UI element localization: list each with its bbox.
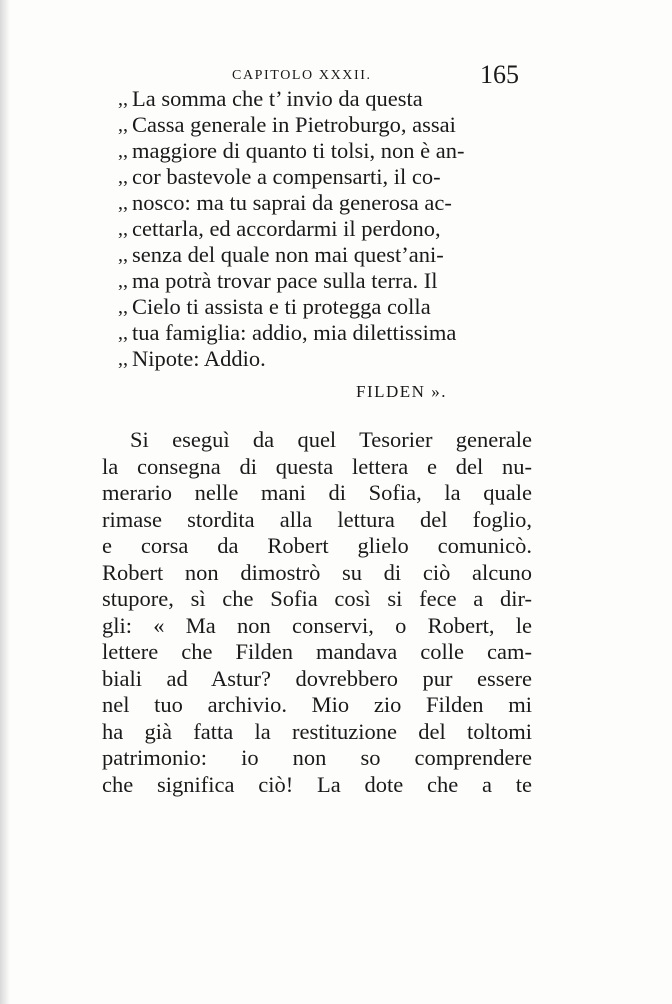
letter-line <box>102 320 542 346</box>
quote-mark: ,, <box>118 322 128 344</box>
letter-line <box>102 294 542 320</box>
body-line: patrimonio: io non so comprendere <box>102 745 532 770</box>
body-line: ha già fatta la restituzione del toltomi <box>102 718 532 744</box>
body-line: gli: « Ma non conservi, o Robert, le <box>102 612 532 638</box>
letter-line-text: ma potrà trovar pace sulla terra. Il <box>132 268 438 293</box>
body-line: lettere che Filden mandava colle cam- <box>102 639 532 664</box>
body-line: Si eseguì da quel Tesorier generale <box>130 427 532 452</box>
letter-line-text: senza del quale non mai quest’ani- <box>132 242 444 267</box>
body-line: la consegna di questa lettera e del nu- <box>102 453 532 479</box>
body-line: rimase stordita alla lettura del foglio, <box>102 506 532 532</box>
quote-mark: ,, <box>118 166 128 188</box>
quote-mark: ,, <box>118 192 128 214</box>
letter-line-text: Cassa generale in Pietroburgo, assai <box>132 112 456 137</box>
quote-mark: ,, <box>118 348 128 370</box>
body-line: merario nelle mani di Sofia, la quale <box>102 480 532 505</box>
letter-line-text: cettarla, ed accordarmi il perdono, <box>132 216 441 241</box>
quote-mark: ,, <box>118 114 128 136</box>
body-line: e corsa da Robert glielo comunicò. <box>102 533 532 558</box>
letter-line <box>102 86 542 112</box>
body-line: stupore, sì che Sofia così si fece a dir- <box>102 586 532 611</box>
letter-signature: FILDEN ». <box>356 382 447 401</box>
quote-mark: ,, <box>118 244 128 266</box>
letter-line <box>102 346 542 372</box>
letter-line-text: Cielo ti assista e ti protegga colla <box>132 294 431 319</box>
body-line: Robert non dimostrò su di ciò alcuno <box>102 559 532 585</box>
letter-line <box>102 112 542 138</box>
letter-line <box>102 242 542 268</box>
quoted-letter <box>102 86 542 372</box>
letter-line <box>102 138 542 164</box>
letter-line-text: La somma che t’ invio da questa <box>132 86 423 111</box>
body-line: che significa ciò! La dote che a te <box>102 771 532 797</box>
letter-line <box>102 216 542 242</box>
gutter-shadow <box>0 0 10 1004</box>
quote-mark: ,, <box>118 218 128 240</box>
quote-mark: ,, <box>118 270 128 292</box>
quote-mark: ,, <box>118 296 128 318</box>
letter-line <box>102 268 542 294</box>
letter-line <box>102 164 542 190</box>
body-line: biali ad Astur? dovrebbero pur essere <box>102 665 532 691</box>
body-paragraph <box>102 427 532 798</box>
letter-line-text: nosco: ma tu saprai da generosa ac- <box>132 190 452 215</box>
quote-mark: ,, <box>118 140 128 162</box>
quote-mark: ,, <box>118 88 128 110</box>
body-line: nel tuo archivio. Mio zio Filden mi <box>102 692 532 717</box>
letter-line-text: tua famiglia: addio, mia dilettissima <box>132 320 457 345</box>
running-head: CAPITOLO XXXII. <box>232 68 372 83</box>
page-number: 165 <box>480 60 519 89</box>
letter-line <box>102 190 542 216</box>
letter-line-text: maggiore di quanto ti tolsi, non è an- <box>132 138 465 163</box>
letter-line-text: cor bastevole a compensarti, il co- <box>132 164 441 189</box>
letter-line-text: Nipote: Addio. <box>132 346 266 371</box>
